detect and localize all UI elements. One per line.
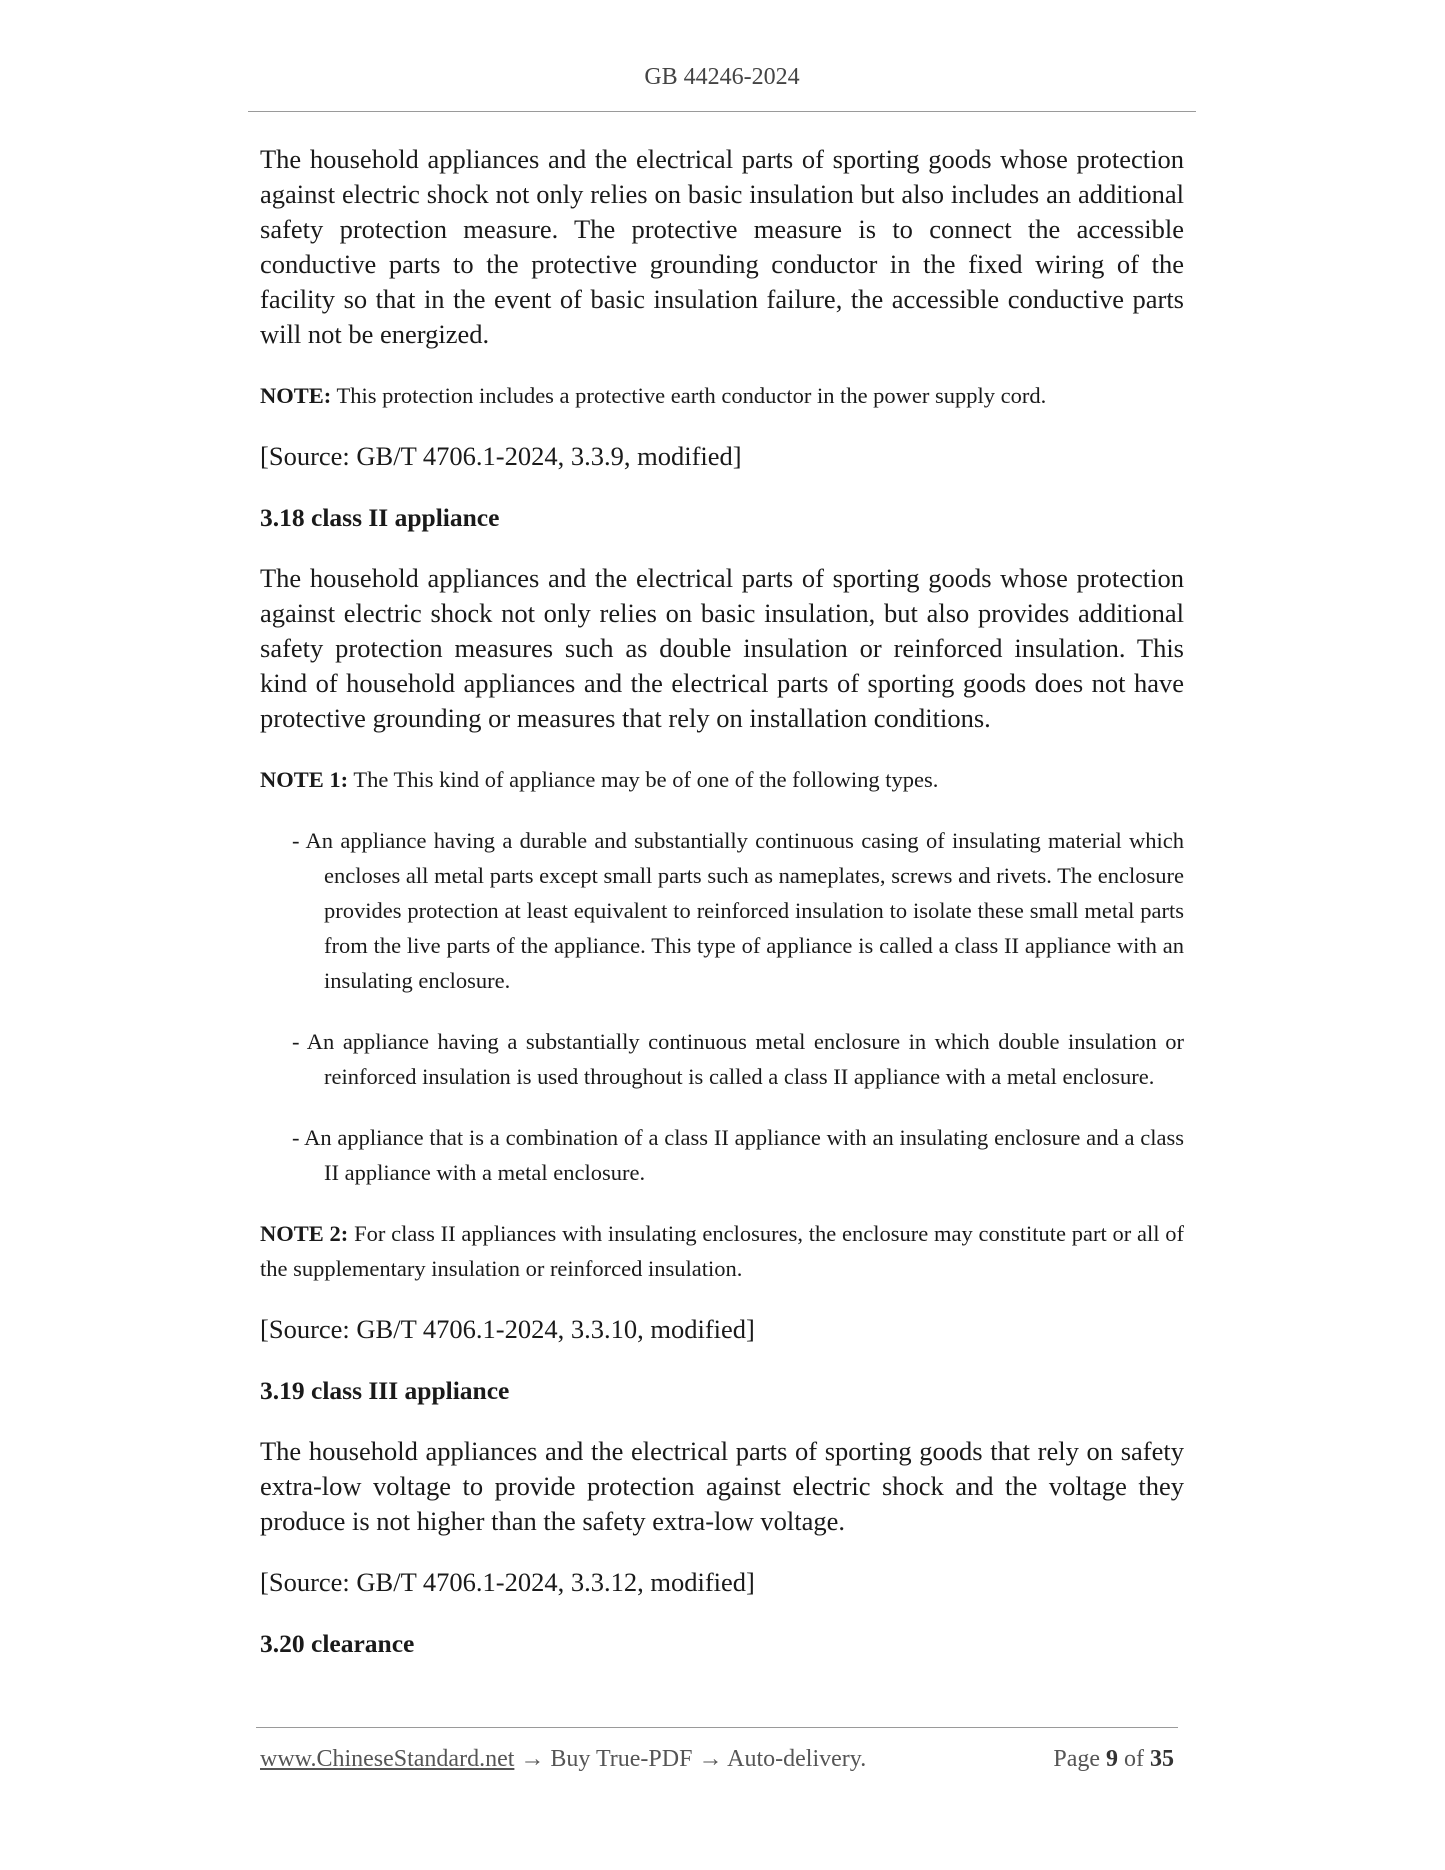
website-link[interactable]: www.ChineseStandard.net (260, 1746, 515, 1772)
note (260, 378, 1184, 413)
source-reference-1: [Source: GB/T 4706.1-2024, 3.3.9, modified] (260, 441, 742, 471)
note-1-label: NOTE 1: (260, 767, 349, 792)
heading-3-18: 3.18 class II appliance (260, 503, 500, 532)
page-header-title: GB 44246-2024 (644, 64, 800, 90)
arrow-right-icon: → (698, 1746, 723, 1772)
note-2-text: For class II appliances with insulating enclosures, the enclosure may constitute part or all of the supplementary insulation or reinforced insulation. (260, 1221, 1184, 1281)
page-total: 35 (1150, 1746, 1174, 1772)
delivery-text: Auto-delivery. (727, 1746, 867, 1772)
source-reference-2: [Source: GB/T 4706.1-2024, 3.3.10, modified] (260, 1314, 755, 1344)
footer-promo (260, 1746, 866, 1773)
header-divider (248, 111, 1196, 112)
intro-paragraph: The household appliances and the electrical parts of sporting goods whose protection against electric shock not only relies on basic insulation but also includes an additional safety protection measure. The protective measure is to connect the accessible conductive parts to the protective grounding conductor in the fixed wiring of the facility so that in the event of basic insulation failure, the accessible conductive parts will not be energized. (260, 144, 1184, 349)
page-label: Page (1053, 1746, 1100, 1772)
source-reference-3: [Source: GB/T 4706.1-2024, 3.3.12, modified] (260, 1567, 755, 1597)
paragraph-3-18: The household appliances and the electrical parts of sporting goods whose protection against electric shock not only relies on basic insulation, but also provides additional safety protection measures such as double insulation or reinforced insulation. This kind of household appliances and the electrical parts of sporting goods does not have protective grounding or measures that rely on installation conditions. (260, 563, 1184, 733)
arrow-right-icon: → (520, 1746, 545, 1772)
page-number (1053, 1746, 1174, 1773)
page-of: of (1124, 1746, 1144, 1772)
page-current: 9 (1106, 1746, 1118, 1772)
note-text: This protection includes a protective earth conductor in the power supply cord. (336, 383, 1047, 408)
note-1 (260, 762, 1184, 797)
note-2-label: NOTE 2: (260, 1221, 349, 1246)
list-item: - An appliance having a durable and substantially continuous casing of insulating material which encloses all metal parts except small parts such as nameplates, screws and rivets. The enclosure provides protection at least equivalent to reinforced insulation to isolate these small metal parts from the live parts of the appliance. This type of appliance is called a class II appliance with an insulating enclosure. (292, 828, 1184, 993)
paragraph-3-19: The household appliances and the electrical parts of sporting goods that rely on safety extra-low voltage to provide protection against electric shock and the voltage they produce is not higher than the safety extra-low voltage. (260, 1436, 1184, 1536)
list-item: - An appliance that is a combination of a class II appliance with an insulating enclosure and a class II appliance with a metal enclosure. (292, 1125, 1184, 1185)
appliance-types-list (260, 823, 1184, 1190)
note-1-text: The This kind of appliance may be of one of the following types. (353, 767, 939, 792)
page-content (260, 142, 1184, 1687)
note-2 (260, 1216, 1184, 1286)
heading-3-19: 3.19 class III appliance (260, 1376, 510, 1405)
heading-3-20: 3.20 clearance (260, 1629, 415, 1658)
footer-divider (256, 1727, 1178, 1728)
note-label: NOTE: (260, 383, 332, 408)
buy-text: Buy True-PDF (550, 1746, 693, 1772)
list-item: - An appliance having a substantially continuous metal enclosure in which double insulation or reinforced insulation is used throughout is called a class II appliance with a metal enclosure. (292, 1029, 1184, 1089)
